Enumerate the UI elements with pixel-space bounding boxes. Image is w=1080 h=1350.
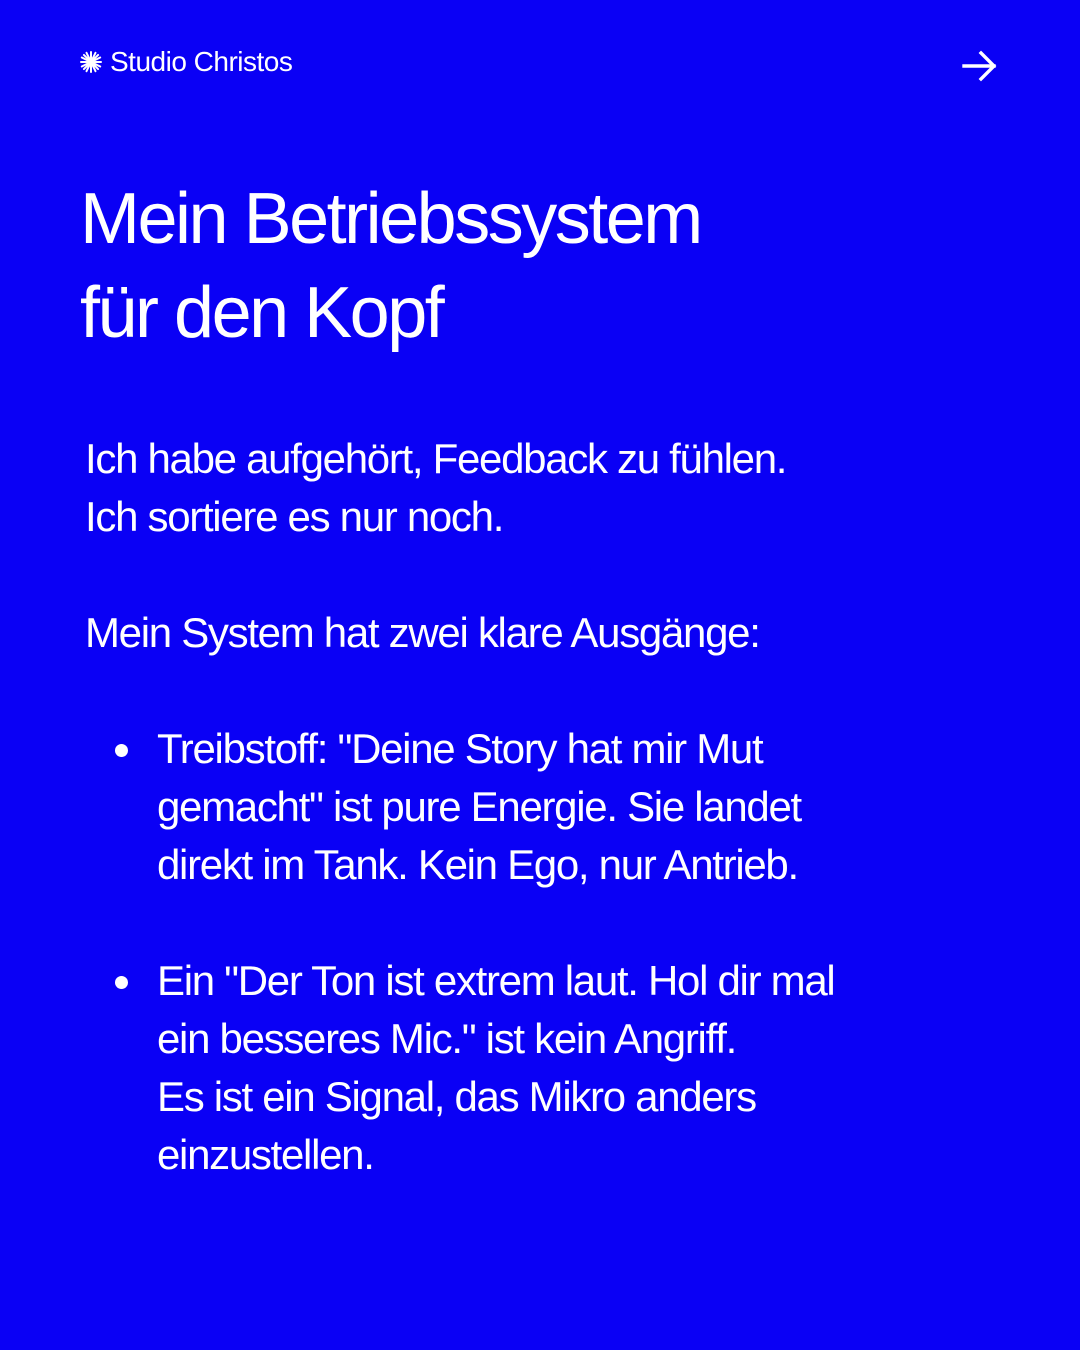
bullet-1-line-1: Treibstoff: "Deine Story hat mir Mut bbox=[157, 725, 763, 772]
title-line-1: Mein Betriebssystem bbox=[80, 179, 701, 259]
brand bbox=[80, 46, 292, 78]
sparkle-icon bbox=[80, 51, 102, 73]
intro-paragraph bbox=[85, 430, 985, 546]
arrow-right-icon[interactable] bbox=[960, 46, 1000, 86]
bullet-1-line-2: gemacht" ist pure Energie. Sie landet bbox=[157, 783, 801, 830]
bullet-2-line-1: Ein "Der Ton ist extrem laut. Hol dir mal bbox=[157, 957, 835, 1004]
bullet-list bbox=[85, 720, 985, 1184]
bullet-2-line-3: Es ist ein Signal, das Mikro anders bbox=[157, 1073, 756, 1120]
brand-name: Studio Christos bbox=[110, 46, 293, 77]
body-text bbox=[85, 430, 985, 1242]
bullet-2-line-2: ein besseres Mic." ist kein Angriff. bbox=[157, 1015, 736, 1062]
bullet-1-line-3: direkt im Tank. Kein Ego, nur Antrieb. bbox=[157, 841, 798, 888]
intro-line-1: Ich habe aufgehört, Feedback zu fühlen. bbox=[85, 435, 787, 482]
bullet-2-line-4: einzustellen. bbox=[157, 1131, 374, 1178]
lead-paragraph: Mein System hat zwei klare Ausgänge: bbox=[85, 609, 760, 656]
intro-line-2: Ich sortiere es nur noch. bbox=[85, 493, 504, 540]
page-title bbox=[80, 172, 980, 360]
list-item bbox=[85, 952, 985, 1184]
list-item bbox=[85, 720, 985, 894]
bullet-dot bbox=[115, 976, 128, 989]
bullet-dot bbox=[115, 744, 128, 757]
title-line-2: für den Kopf bbox=[80, 273, 443, 353]
